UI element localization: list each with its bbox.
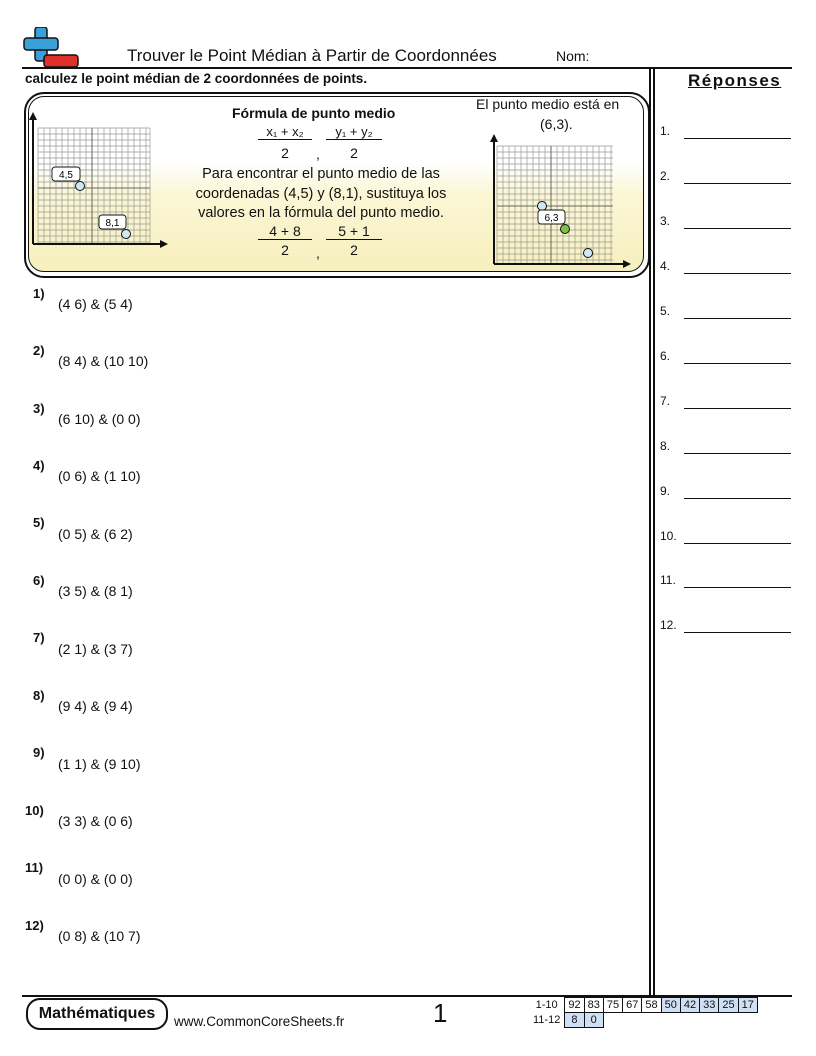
answer-line[interactable] — [684, 408, 791, 409]
problem-number: 12) — [25, 918, 44, 933]
problem-number: 10) — [25, 803, 44, 818]
problem-text: (0 6) & (1 10) — [58, 468, 141, 484]
problem-text: (0 8) & (10 7) — [58, 928, 141, 944]
score-cell: 58 — [642, 998, 661, 1013]
answer-number: 6. — [660, 349, 671, 363]
sub-comma: , — [316, 245, 320, 261]
problem-text: (6 10) & (0 0) — [58, 411, 141, 427]
problem-text: (4 6) & (5 4) — [58, 296, 133, 312]
right-graph-label: 6,3 — [544, 213, 559, 224]
problem-number: 4) — [33, 458, 45, 473]
sub-y-numerator: 5 + 1 — [326, 223, 382, 240]
score-cell: 92 — [565, 998, 584, 1013]
answer-line[interactable] — [684, 453, 791, 454]
score-cell: 8 — [565, 1013, 584, 1028]
formula-y-numerator: y₁ + y₂ — [326, 124, 382, 140]
answer-line[interactable] — [684, 273, 791, 274]
answer-number: 7. — [660, 394, 671, 408]
answer-number: 4. — [660, 259, 671, 273]
problem-number: 7) — [33, 630, 45, 645]
problem-number: 8) — [33, 688, 45, 703]
problem-number: 3) — [33, 401, 45, 416]
score-cell: 0 — [584, 1013, 603, 1028]
score-table — [530, 997, 758, 1028]
answer-number: 5. — [660, 304, 671, 318]
answer-number: 8. — [660, 439, 671, 453]
score-cell: 33 — [700, 998, 719, 1013]
problem-text: (0 5) & (6 2) — [58, 526, 133, 542]
sub-x-numerator: 4 + 8 — [258, 223, 312, 240]
problem-text: (8 4) & (10 10) — [58, 353, 149, 369]
score-cell: 75 — [603, 998, 622, 1013]
midpoint-text: El punto medio está en — [476, 96, 620, 112]
problem-text: (9 4) & (9 4) — [58, 698, 133, 714]
answer-number: 10. — [660, 529, 677, 543]
answer-line[interactable] — [684, 318, 791, 319]
score-cell: 25 — [719, 998, 738, 1013]
left-graph-label-a: 4,5 — [59, 170, 73, 181]
formula-title: Fórmula de punto medio — [232, 105, 396, 121]
score-row — [530, 1013, 757, 1028]
page-title: Trouver le Point Médian à Partir de Coordonnées — [127, 46, 497, 65]
score-cell: 83 — [584, 998, 603, 1013]
sub-x-denominator: 2 — [281, 242, 289, 258]
score-cell: 17 — [738, 998, 757, 1013]
answers-title: Réponses — [688, 71, 782, 90]
name-label: Nom: — [556, 48, 590, 64]
answer-line[interactable] — [684, 498, 791, 499]
answer-number: 9. — [660, 484, 671, 498]
answer-number: 3. — [660, 214, 671, 228]
score-row — [530, 998, 757, 1013]
problem-number: 6) — [33, 573, 45, 588]
problem-text: (1 1) & (9 10) — [58, 756, 141, 772]
left-graph-label-b: 8,1 — [105, 218, 120, 229]
sub-y-denominator: 2 — [350, 242, 358, 258]
brand-badge: Mathématiques — [26, 998, 168, 1030]
problem-text: (0 0) & (0 0) — [58, 871, 133, 887]
midpoint-value: (6,3). — [540, 116, 573, 132]
example-graph-left — [28, 110, 170, 252]
answer-line[interactable] — [684, 587, 791, 588]
problem-text: (3 5) & (8 1) — [58, 583, 133, 599]
answer-number: 12. — [660, 618, 677, 632]
score-row-label: 1-10 — [535, 999, 558, 1011]
problem-number: 11) — [25, 860, 44, 875]
problem-text: (2 1) & (3 7) — [58, 641, 133, 657]
plus-minus-logo-icon — [22, 27, 80, 69]
score-row-label: 11-12 — [533, 1014, 561, 1026]
answer-line[interactable] — [684, 228, 791, 229]
score-cell: 42 — [680, 998, 699, 1013]
answer-number: 1. — [660, 124, 671, 138]
example-graph-right — [487, 132, 633, 272]
header-rule — [22, 67, 792, 69]
formula-x-numerator: x₁ + x₂ — [258, 124, 312, 140]
answer-number: 11. — [660, 573, 676, 587]
problem-text: (3 3) & (0 6) — [58, 813, 133, 829]
formula-x-denominator: 2 — [281, 145, 289, 161]
answer-line[interactable] — [684, 183, 791, 184]
problem-number: 1) — [33, 286, 45, 301]
answer-number: 2. — [660, 169, 671, 183]
answer-line[interactable] — [684, 632, 791, 633]
problem-number: 5) — [33, 515, 45, 530]
answer-line[interactable] — [684, 363, 791, 364]
problem-number: 9) — [33, 745, 45, 760]
answer-line[interactable] — [684, 543, 791, 544]
page-number: 1 — [433, 998, 448, 1028]
formula-y-denominator: 2 — [350, 145, 358, 161]
formula-explanation: Para encontrar el punto medio de las coordenadas (4,5) y (8,1), sustituya los valores en la fórmula del punto medio. — [195, 166, 447, 221]
instructions: calculez le point médian de 2 coordonnées de points. — [25, 71, 368, 86]
answer-column-divider-inner — [653, 67, 655, 997]
answer-line[interactable] — [684, 138, 791, 139]
score-cell: 67 — [623, 998, 642, 1013]
site-url[interactable]: www.CommonCoreSheets.fr — [174, 1014, 345, 1029]
problem-number: 2) — [33, 343, 45, 358]
score-cell: 50 — [661, 998, 680, 1013]
formula-comma: , — [316, 146, 320, 162]
